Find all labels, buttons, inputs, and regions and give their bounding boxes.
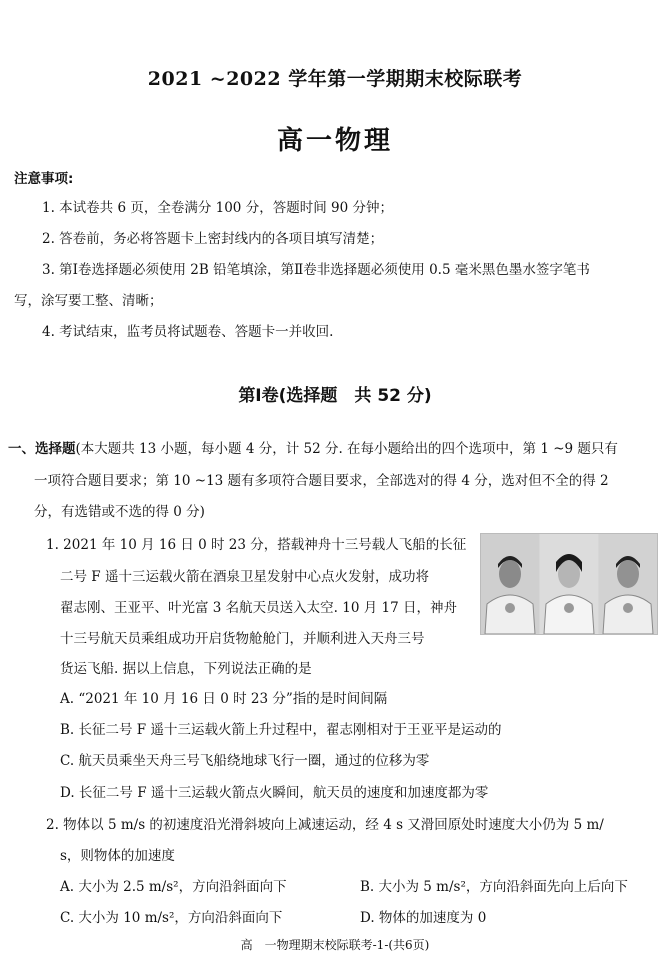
note-item-3-cont: 写，涂写要工整、清晰； bbox=[14, 293, 163, 309]
q1-stem-line-4: 十三号航天员乘组成功开启货物舱舱门，并顺利进入天舟三号 bbox=[60, 631, 425, 647]
q2-option-c: C. 大小为 10 m/s²，方向沿斜面向下 bbox=[60, 910, 283, 926]
page-footer: 高 一物理期末校际联考-1-(共6页) bbox=[240, 938, 430, 952]
subject-title: 高一物理 bbox=[276, 126, 393, 156]
astronaut-2-image bbox=[540, 534, 598, 634]
note-item-3: 3. 第Ⅰ卷选择题必须使用 2B 铅笔填涂，第Ⅱ卷非选择题必须使用 0.5 毫米黑色墨水签字笔书 bbox=[42, 262, 590, 278]
note-item-1: 1. 本试卷共 6 页，全卷满分 100 分，答题时间 90 分钟； bbox=[42, 200, 393, 216]
astronaut-photo bbox=[480, 533, 658, 635]
q2-stem-line-2: s，则物体的加速度 bbox=[60, 848, 175, 864]
q2-option-d: D. 物体的加速度为 0 bbox=[360, 910, 487, 926]
section-intro-line-1 bbox=[8, 440, 618, 458]
section-intro-line-3: 分，有选错或不选的得 0 分) bbox=[34, 504, 205, 520]
q2-option-a: A. 大小为 2.5 m/s²，方向沿斜面向下 bbox=[60, 879, 287, 895]
q1-option-d: D. 长征二号 F 遥十三运载火箭点火瞬间，航天员的速度和加速度都为零 bbox=[60, 785, 489, 801]
section-intro-label: 一、选择题 bbox=[8, 441, 76, 457]
exam-title: 2021 ~2022 学年第一学期期末校际联考 bbox=[147, 68, 523, 90]
note-item-4: 4. 考试结束，监考员将试题卷、答题卡一并收回. bbox=[42, 324, 334, 340]
q1-stem-line-2: 二号 F 遥十三运载火箭在酒泉卫星发射中心点火发射，成功将 bbox=[60, 569, 429, 585]
section-intro-line-2: 一项符合题目要求；第 10 ~13 题有多项符合题目要求，全部选对的得 4 分，选对但不全的得 2 bbox=[34, 473, 609, 489]
section-title: 第Ⅰ卷(选择题 共 52 分) bbox=[238, 386, 432, 406]
q2-option-b: B. 大小为 5 m/s²，方向沿斜面先向上后向下 bbox=[360, 879, 628, 895]
q1-option-b: B. 长征二号 F 遥十三运载火箭上升过程中，翟志刚相对于王亚平是运动的 bbox=[60, 722, 502, 738]
q2-stem-line-1: 2. 物体以 5 m/s 的初速度沿光滑斜坡向上减速运动，经 4 s 又滑回原处时速度大小仍为 5 m/ bbox=[46, 817, 604, 833]
section-intro-text-1: (本大题共 13 小题，每小题 4 分，计 52 分. 在每小题给出的四个选项中，第 1 ~9 题只有 bbox=[75, 441, 618, 457]
q1-stem-line-3: 翟志刚、王亚平、叶光富 3 名航天员送入太空. 10 月 17 日，神舟 bbox=[60, 600, 457, 616]
note-item-2: 2. 答卷前，务必将答题卡上密封线内的各项目填写清楚； bbox=[42, 231, 384, 247]
astronaut-1-image bbox=[481, 534, 539, 634]
astronaut-3-image bbox=[599, 534, 657, 634]
notes-heading: 注意事项: bbox=[14, 171, 74, 187]
q1-option-c: C. 航天员乘坐天舟三号飞船绕地球飞行一圈，通过的位移为零 bbox=[60, 753, 430, 769]
q1-option-a: A. “2021 年 10 月 16 日 0 时 23 分”指的是时间间隔 bbox=[60, 691, 388, 707]
q1-stem-line-5: 货运飞船. 据以上信息，下列说法正确的是 bbox=[60, 661, 312, 677]
q1-stem-line-1: 1. 2021 年 10 月 16 日 0 时 23 分，搭载神舟十三号载人飞船的长征 bbox=[46, 537, 467, 553]
